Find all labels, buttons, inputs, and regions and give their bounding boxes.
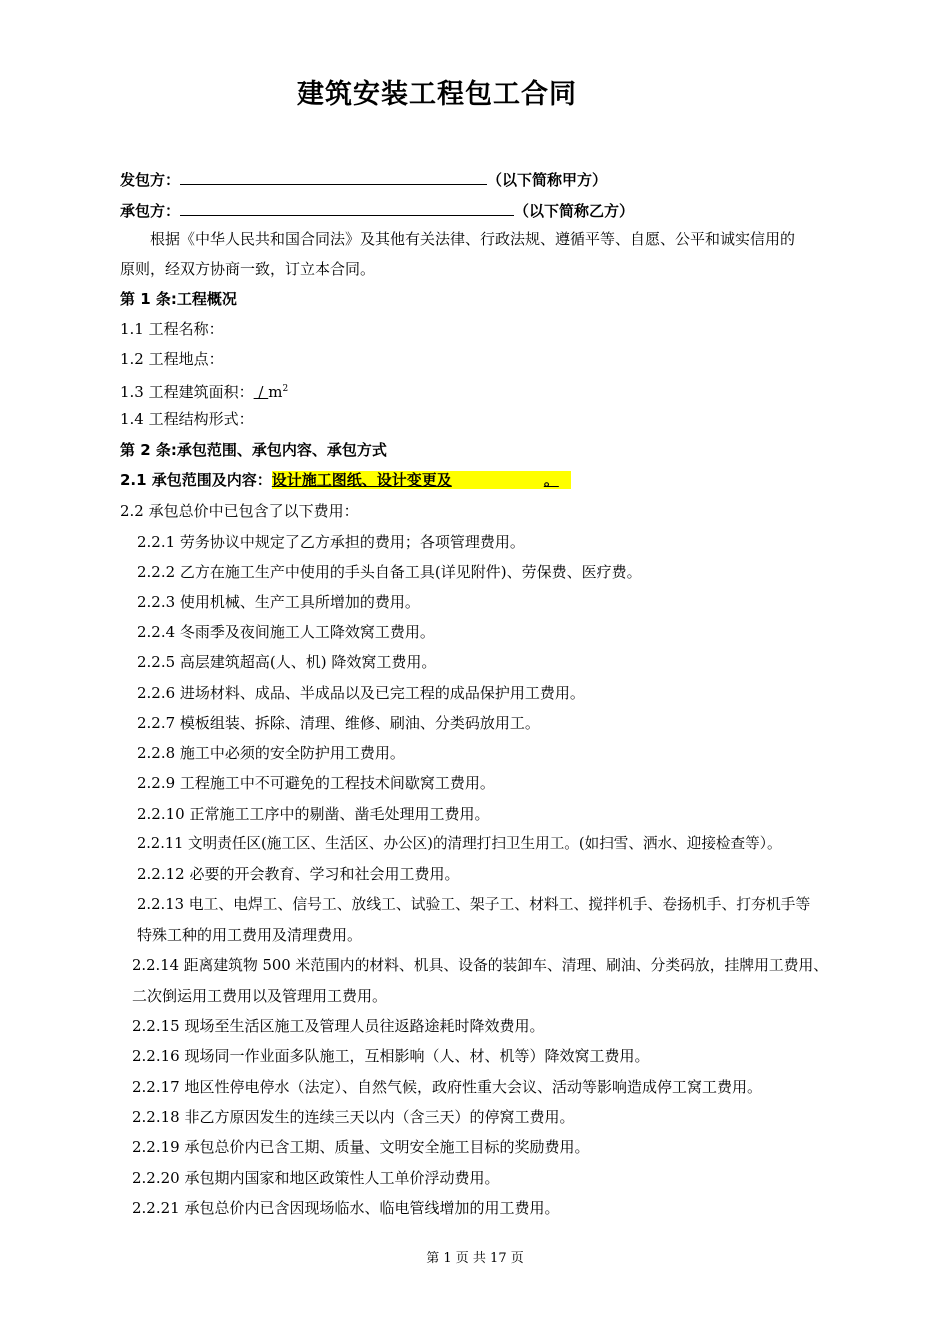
scope-label: 2.1 承包范围及内容： [120, 471, 272, 489]
list-item: 2.2.20 承包期内国家和地区政策性人工单价浮动费用。 [132, 1169, 500, 1187]
intro-line-2: 原则，经双方协商一致，订立本合同。 [120, 260, 376, 278]
list-item: 2.2.9 工程施工中不可避免的工程技术间歇窝工费用。 [137, 774, 495, 792]
list-item: 2.2.7 模板组装、拆除、清理、维修、刷油、分类码放用工。 [137, 714, 540, 732]
list-item: 2.2.5 高层建筑超高(人、机) 降效窝工费用。 [137, 653, 437, 671]
list-item: 二次倒运用工费用以及管理用工费用。 [132, 987, 388, 1005]
item-1-3 [120, 379, 288, 402]
area-unit-exponent: 2 [282, 384, 289, 394]
area-label: 1.3 工程建筑面积： [120, 383, 254, 401]
list-item: 2.2.3 使用机械、生产工具所增加的费用。 [137, 593, 420, 611]
employer-label: 发包方： [120, 171, 181, 189]
list-item: 2.2.11 文明责任区(施工区、生活区、办公区)的清理打扫卫生用工。(如扫雪、洒水、迎接检查等）。 [137, 835, 782, 852]
article-2-heading: 第 2 条:承包范围、承包内容、承包方式 [120, 441, 387, 459]
employer-line [120, 168, 607, 190]
list-item: 特殊工种的用工费用及清理费用。 [137, 926, 363, 944]
area-unit: m [268, 383, 283, 401]
item-2-2: 2.2 承包总价中已包含了以下费用： [120, 502, 359, 520]
list-item: 2.2.13 电工、电焊工、信号工、放线工、试验工、架子工、材料工、搅拌机手、卷扬机手、打夯机手等 [137, 896, 811, 913]
list-item: 2.2.14 距离建筑物 500 米范围内的材料、机具、设备的装卸车、清理、刷油、分类码放，挂牌用工费用、 [132, 957, 829, 974]
list-item: 2.2.19 承包总价内已含工期、质量、文明安全施工目标的奖励费用。 [132, 1138, 590, 1156]
list-item: 2.2.4 冬雨季及夜间施工人工降效窝工费用。 [137, 623, 435, 641]
contractor-blank [180, 199, 514, 216]
scope-end: 。 [543, 471, 559, 489]
list-item: 2.2.1 劳务协议中规定了乙方承担的费用；各项管理费用。 [137, 533, 525, 551]
article-1-heading: 第 1 条:工程概况 [120, 290, 237, 308]
list-item: 2.2.21 承包总价内已含因现场临水、临电管线增加的用工费用。 [132, 1199, 560, 1217]
list-item: 2.2.17 地区性停电停水（法定）、自然气候，政府性重大会议、活动等影响造成停工窝工费用。 [132, 1078, 762, 1096]
item-1-4: 1.4 工程结构形式： [120, 410, 254, 428]
scope-value-text: 设计施工图纸、设计变更及 [271, 471, 452, 489]
list-item: 2.2.2 乙方在施工生产中使用的手头自备工具(详见附件)、劳保费、医疗费。 [137, 563, 642, 581]
list-item: 2.2.18 非乙方原因发生的连续三天以内（含三天）的停窝工费用。 [132, 1108, 575, 1126]
item-2-1 [120, 470, 571, 490]
list-item: 2.2.8 施工中必须的安全防护用工费用。 [137, 744, 405, 762]
list-item: 2.2.10 正常施工工序中的剔凿、凿毛处理用工费用。 [137, 805, 490, 823]
employer-blank [180, 168, 487, 185]
item-1-2: 1.2 工程地点： [120, 350, 224, 368]
intro-line-1: 根据《中华人民共和国合同法》及其他有关法律、行政法规、遵循平等、自愿、公平和诚实信用的 [150, 230, 796, 248]
contractor-suffix: （以下简称乙方） [514, 202, 635, 220]
list-item: 2.2.12 必要的开会教育、学习和社会用工费用。 [137, 865, 460, 883]
contractor-line [120, 199, 634, 221]
contractor-label: 承包方： [120, 202, 181, 220]
list-item: 2.2.15 现场至生活区施工及管理人员往返路途耗时降效费用。 [132, 1017, 545, 1035]
list-item: 2.2.6 进场材料、成品、半成品以及已完工程的成品保护用工费用。 [137, 684, 585, 702]
scope-value [272, 471, 571, 489]
employer-suffix: （以下简称甲方） [487, 171, 608, 189]
list-item: 2.2.16 现场同一作业面多队施工，互相影响（人、材、机等）降效窝工费用。 [132, 1047, 650, 1065]
item-1-1: 1.1 工程名称： [120, 320, 224, 338]
area-value: / [253, 383, 269, 401]
document-title: 建筑安装工程包工合同 [297, 79, 577, 110]
page-footer: 第 1 页 共 17 页 [426, 1251, 524, 1266]
